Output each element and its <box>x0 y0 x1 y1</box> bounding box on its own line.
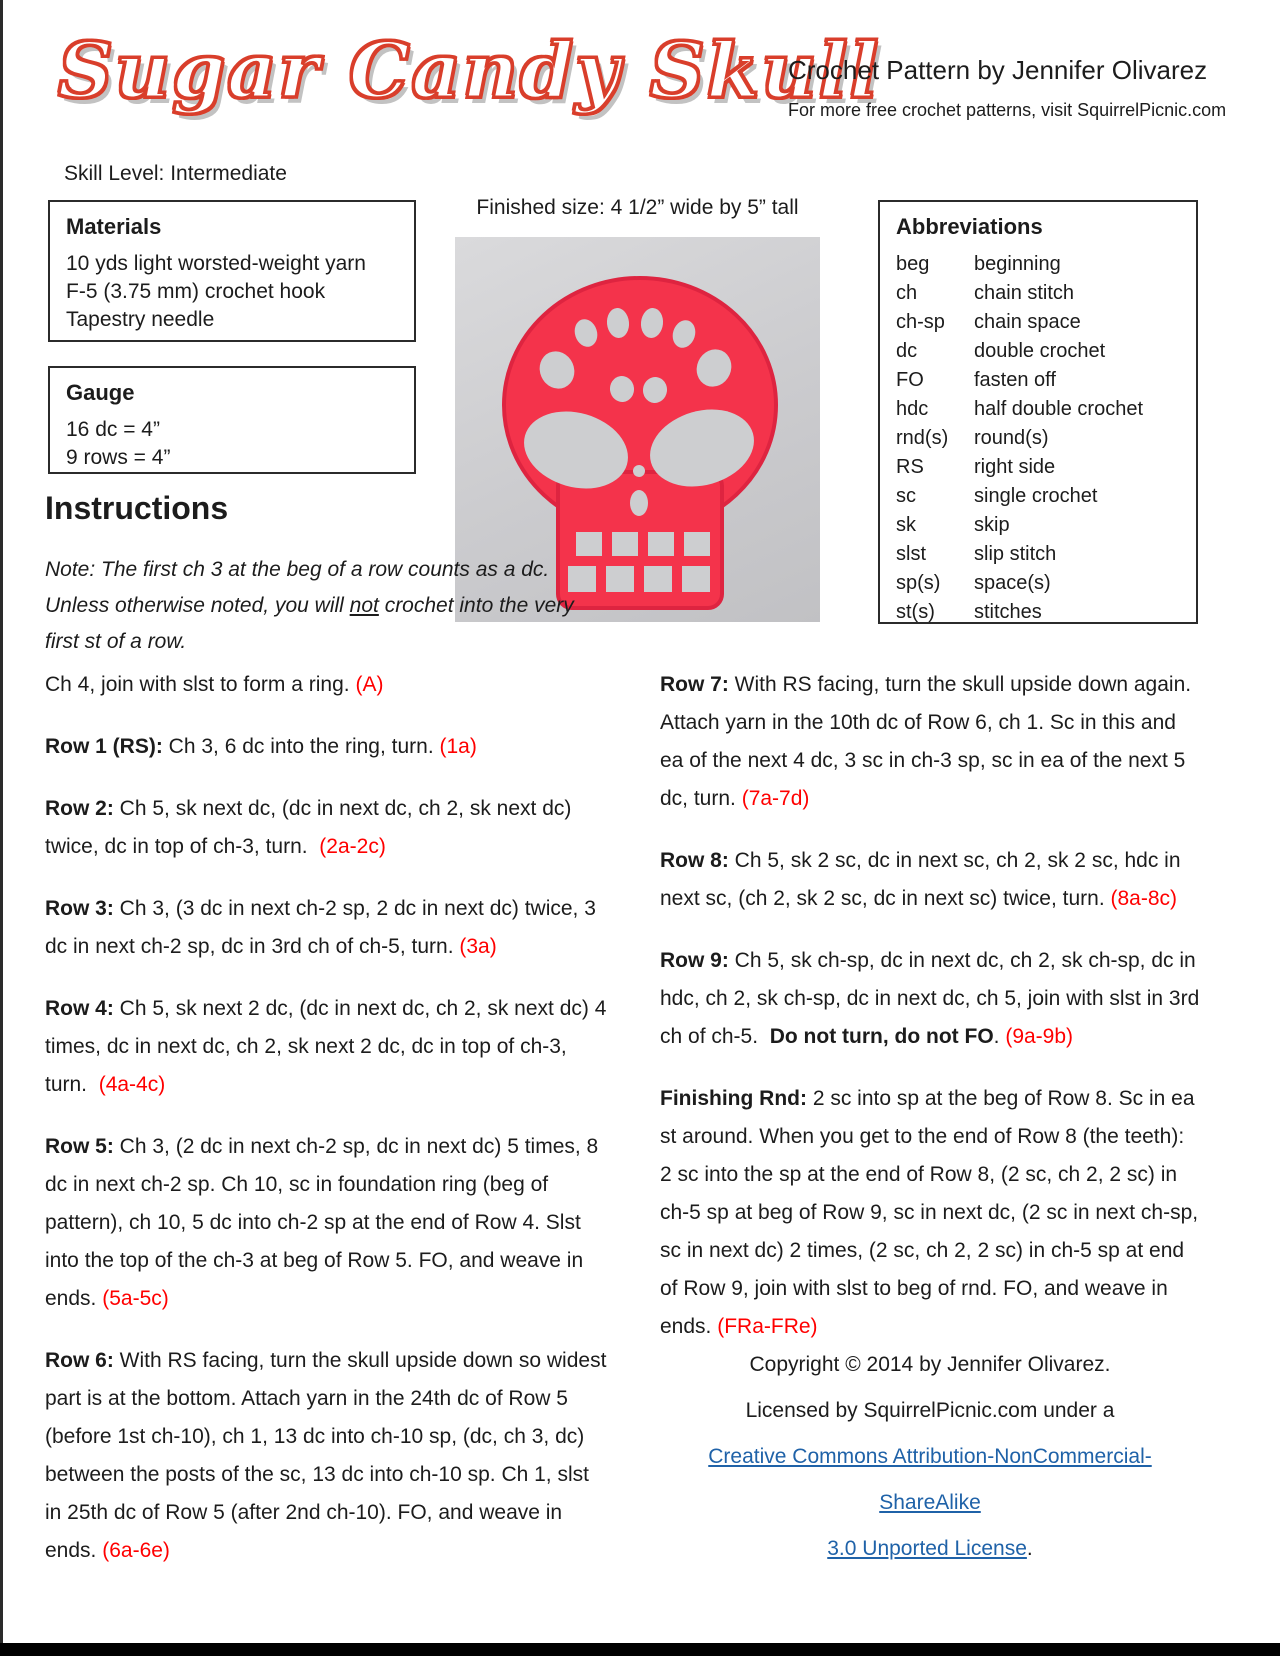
copyright-block <box>660 1342 1200 1572</box>
material-item: Tapestry needle <box>66 308 215 331</box>
copyright-line: Copyright © 2014 by Jennifer Olivarez. <box>749 1353 1111 1376</box>
abbreviation-meaning: fasten off <box>974 369 1056 391</box>
instruction-paragraph: Row 4: Ch 5, sk next 2 dc, (dc in next dc, ch 2, sk next dc) 4 times, dc in next dc, ch 2, sk next 2 dc, dc in top of ch-3, turn. (4a-4c) <box>45 997 613 1096</box>
instruction-paragraph: Row 7: With RS facing, turn the skull upside down again. Attach yarn in the 10th dc of Row 6, ch 1. Sc in this and ea of the next 4 dc, 3 sc in ch-3 sp, sc in ea of the next 5 dc, turn. (7a-7d) <box>660 673 1196 810</box>
license-line: Licensed by SquirrelPicnic.com under a <box>745 1399 1115 1422</box>
abbreviations-title: Abbreviations <box>896 214 1043 239</box>
instructions-title: Instructions <box>45 490 229 526</box>
material-item: F-5 (3.75 mm) crochet hook <box>66 280 326 303</box>
abbreviation-meaning: stitches <box>974 601 1042 623</box>
abbreviation-term: RS <box>896 456 924 478</box>
instruction-paragraph: Row 1 (RS): Ch 3, 6 dc into the ring, turn. (1a) <box>45 735 477 758</box>
instructions-right-column <box>660 666 1206 1370</box>
instructions-left-column <box>45 666 613 1594</box>
abbreviation-meaning: double crochet <box>974 340 1106 362</box>
materials-box <box>48 200 416 342</box>
byline: Crochet Pattern by Jennifer Olivarez <box>788 55 1208 85</box>
tagline: For more free crochet patterns, visit SquirrelPicnic.com <box>788 100 1227 120</box>
abbreviation-term: st(s) <box>896 601 935 623</box>
abbreviation-meaning: beginning <box>974 253 1061 275</box>
instruction-paragraph: Row 9: Ch 5, sk ch-sp, dc in next dc, ch 2, sk ch-sp, dc in hdc, ch 2, sk ch-sp, dc in next dc, ch 5, join with slst in 3rd ch of ch-5. Do not turn, do not FO. (9a-9b) <box>660 949 1206 1048</box>
abbreviation-row <box>896 482 1196 511</box>
abbreviation-row <box>896 424 1196 453</box>
instruction-paragraph: Ch 4, join with slst to form a ring. (A) <box>45 673 384 696</box>
instruction-paragraph: Row 3: Ch 3, (3 dc in next ch-2 sp, 2 dc in next dc) twice, 3 dc in next ch-2 sp, dc in 3rd ch of ch-5, turn. (3a) <box>45 897 602 958</box>
finished-size-caption: Finished size: 4 1/2” wide by 5” tall <box>476 196 799 219</box>
cc-license-link[interactable]: Creative Commons Attribution-NonCommercial-ShareAlike <box>708 1445 1152 1514</box>
instructions-note: Note: The first ch 3 at the beg of a row counts as a dc. Unless otherwise noted, you will not crochet into the very first st of a row. <box>45 558 580 653</box>
instruction-paragraph: Row 8: Ch 5, sk 2 sc, dc in next sc, ch 2, sk 2 sc, hdc in next sc, (ch 2, sk 2 sc, dc in next sc) twice, turn. (8a-8c) <box>660 849 1187 910</box>
abbreviation-meaning: chain space <box>974 311 1081 333</box>
abbreviation-row <box>896 569 1196 598</box>
page-bottom-edge <box>0 1643 1280 1656</box>
abbreviation-term: ch <box>896 282 918 304</box>
abbreviation-meaning: slip stitch <box>974 543 1057 565</box>
instruction-paragraph: Row 5: Ch 3, (2 dc in next ch-2 sp, dc in next dc) 5 times, 8 dc in next ch-2 sp. Ch 10, sc in foundation ring (beg of pattern), ch 10, 5 dc into ch-2 sp at the end of Row 4. Slst into the top of the ch-3 at beg of Row 5. FO, and weave in ends. (5a-5c) <box>45 1135 605 1310</box>
abbreviation-row <box>896 366 1196 395</box>
abbreviation-term: hdc <box>896 398 929 420</box>
abbreviation-term: beg <box>896 253 930 275</box>
abbreviation-row <box>896 337 1196 366</box>
materials-title: Materials <box>66 214 162 239</box>
abbreviation-meaning: skip <box>974 514 1010 536</box>
abbreviation-term: sk <box>896 514 916 536</box>
abbreviation-row <box>896 540 1196 569</box>
license-period: . <box>1026 1537 1033 1560</box>
abbreviation-term: slst <box>896 543 926 565</box>
abbreviation-term: ch-sp <box>896 311 945 333</box>
skill-level: Skill Level: Intermediate <box>64 162 287 185</box>
abbreviation-term: dc <box>896 340 918 362</box>
page-left-edge <box>0 0 3 1656</box>
gauge-title: Gauge <box>66 380 135 405</box>
abbreviation-row <box>896 279 1196 308</box>
abbreviations-list <box>880 250 1196 627</box>
material-item: 10 yds light worsted-weight yarn <box>66 252 366 275</box>
abbreviation-meaning: right side <box>974 456 1056 478</box>
abbreviation-row <box>896 395 1196 424</box>
abbreviations-box <box>878 200 1198 624</box>
gauge-item: 16 dc = 4” <box>66 418 160 441</box>
abbreviation-row <box>896 453 1196 482</box>
instruction-paragraph: Finishing Rnd: 2 sc into sp at the beg of Row 8. Sc in ea st around. When you get to the end of Row 8 (the teeth): 2 sc into the sp at the end of Row 8, (2 sc, ch 2, 2 sc) in ch-5 sp at beg of Row 9, sc in next dc, (2 sc in next ch-sp, sc in next dc) 2 times, (2 sc, ch 2, 2 sc) in ch-5 sp at end of Row 9, join with slst to beg of rnd. FO, and weave in ends. (FRa-FRe) <box>660 1087 1204 1338</box>
abbreviation-meaning: space(s) <box>974 572 1051 594</box>
abbreviation-term: FO <box>896 369 924 391</box>
instruction-paragraph: Row 6: With RS facing, turn the skull upside down so widest part is at the bottom. Attach yarn in the 24th dc of Row 5 (before 1st ch-10), ch 1, 13 dc into ch-10 sp, (dc, ch 3, dc) between the posts of the sc, 13 dc into ch-10 sp. Ch 1, slst in 25th dc of Row 5 (after 2nd ch-10). FO, and weave in ends. (6a-6e) <box>45 1349 613 1562</box>
abbreviation-meaning: round(s) <box>974 427 1049 449</box>
abbreviation-meaning: chain stitch <box>974 282 1075 304</box>
gauge-item: 9 rows = 4” <box>66 446 171 469</box>
abbreviation-term: rnd(s) <box>896 427 949 449</box>
instruction-paragraph: Row 2: Ch 5, sk next dc, (dc in next dc, ch 2, sk next dc) twice, dc in top of ch-3, turn. (2a-2c) <box>45 797 578 858</box>
abbreviation-term: sp(s) <box>896 572 941 594</box>
gauge-list <box>50 416 414 472</box>
abbreviation-row <box>896 250 1196 279</box>
abbreviation-term: sc <box>896 485 916 507</box>
page-title: Sugar Candy Skull <box>58 26 881 115</box>
abbreviation-row <box>896 598 1196 627</box>
abbreviation-meaning: half double crochet <box>974 398 1144 420</box>
materials-list <box>50 250 414 334</box>
abbreviation-row <box>896 308 1196 337</box>
cc-license-version-link[interactable]: 3.0 Unported License <box>827 1537 1027 1560</box>
gauge-box <box>48 366 416 474</box>
abbreviation-row <box>896 511 1196 540</box>
abbreviation-meaning: single crochet <box>974 485 1098 507</box>
